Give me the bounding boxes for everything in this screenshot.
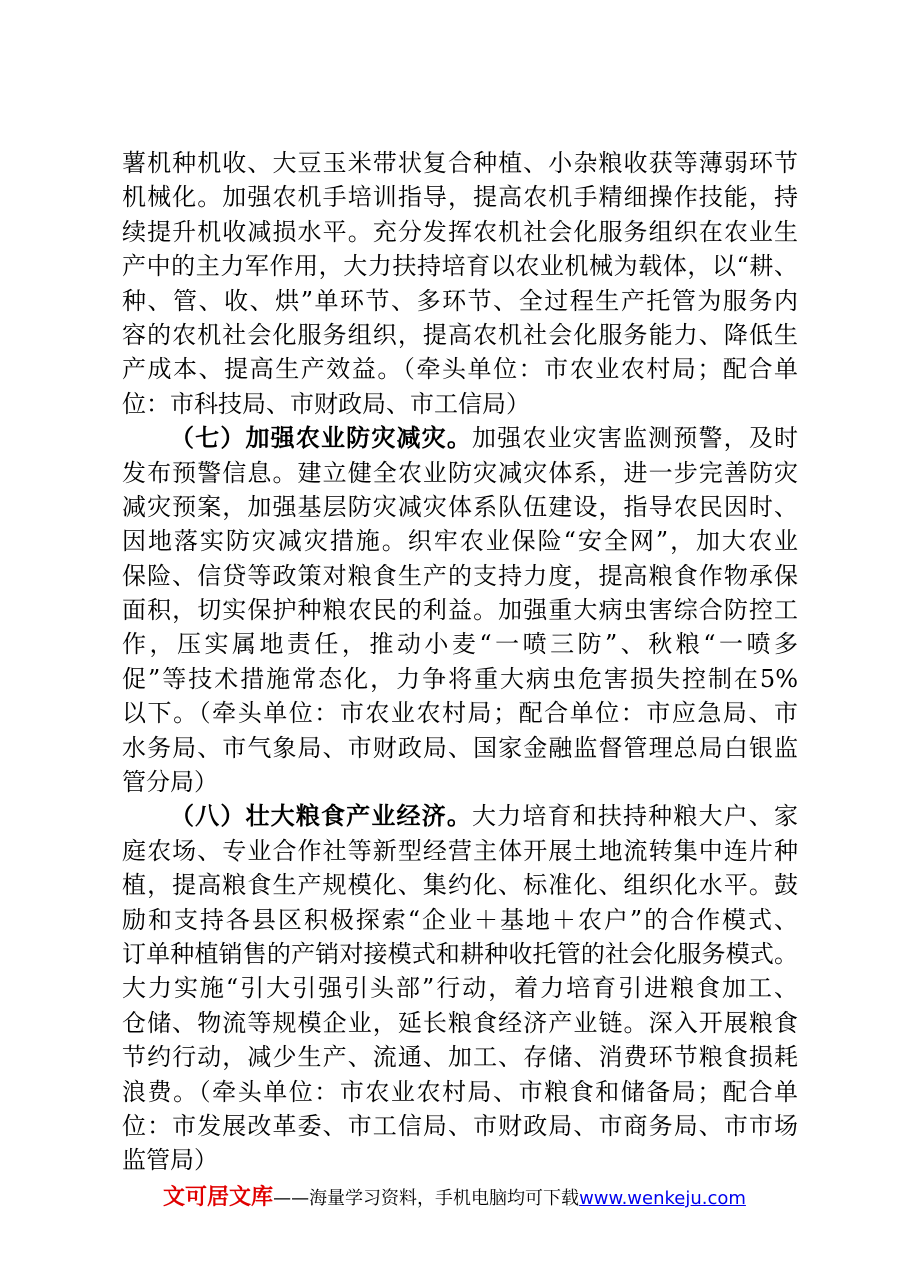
footer-watermark: [0, 1180, 909, 1216]
text-line: 位：市发展改革委、市工信局、市财政局、市商务局、市市场: [122, 1111, 798, 1140]
text-line: 保险、信贷等政策对粮食生产的支持力度，提高粮食作物承保: [122, 561, 798, 590]
footer-brand: 文可居文库: [163, 1185, 274, 1210]
text-line: 植，提高粮食生产规模化、集约化、标准化、组织化水平。鼓: [122, 871, 798, 900]
text-line: 容的农机社会化服务组织，提高农机社会化服务能力、降低生: [122, 320, 798, 349]
paragraph-disaster-prevention: [122, 421, 798, 799]
text-line: 节约行动，减少生产、流通、加工、存储、消费环节粮食损耗: [122, 1043, 798, 1072]
text-line: 机械化。加强农机手培训指导，提高农机手精细操作技能，持: [122, 183, 798, 212]
text-line: 庭农场、专业合作社等新型经营主体开展土地流转集中连片种: [122, 836, 798, 865]
text-line: 管分局）: [122, 768, 218, 797]
paragraph-mechanization: [122, 146, 798, 421]
text-span: 大力培育和扶持种粮大户、家: [472, 802, 798, 831]
text-line: 产成本、提高生产效益。（牵头单位：市农业农村局；配合单: [122, 355, 798, 384]
text-line: 减灾预案，加强基层防灾减灾体系队伍建设，指导农民因时、: [122, 492, 798, 521]
text-line: 水务局、市气象局、市财政局、国家金融监督管理总局白银监: [122, 733, 798, 762]
text-line: 种、管、收、烘”单环节、多环节、全过程生产托管为服务内: [122, 286, 798, 315]
text-line: 续提升机收减损水平。充分发挥农机社会化服务组织在农业生: [122, 217, 798, 246]
section-heading: （七）加强农业防灾减灾。: [170, 423, 472, 453]
footer-tagline: ——海量学习资料，手机电脑均可下载: [273, 1188, 580, 1209]
text-line: 作，压实属地责任，推动小麦“一喷三防”、秋粮“一喷多: [122, 630, 798, 659]
text-line: 以下。（牵头单位：市农业农村局；配合单位：市应急局、市: [122, 699, 798, 728]
text-line: 浪费。（牵头单位：市农业农村局、市粮食和储备局；配合单: [122, 1077, 798, 1106]
text-line: 促”等技术措施常态化，力争将重大病虫危害损失控制在5%: [122, 664, 798, 693]
text-line: [122, 421, 798, 455]
text-line: 大力实施“引大引强引头部”行动，着力培育引进粮食加工、: [122, 974, 798, 1003]
text-line: 因地落实防灾减灾措施。织牢农业保险“安全网”，加大农业: [122, 527, 798, 556]
text-line: 仓储、物流等规模企业，延长粮食经济产业链。深入开展粮食: [122, 1008, 798, 1037]
text-line: 监管局）: [122, 1146, 218, 1175]
footer-link[interactable]: www.wenkeju.com: [579, 1188, 746, 1209]
paragraph-grain-industry: [122, 799, 798, 1177]
text-line: 订单种植销售的产销对接模式和耕种收托管的社会化服务模式。: [122, 939, 798, 968]
document-body: [122, 146, 798, 1178]
text-line: 薯机种机收、大豆玉米带状复合种植、小杂粮收获等薄弱环节: [122, 149, 798, 177]
text-line: 励和支持各县区积极探索“企业＋基地＋农户”的合作模式、: [122, 905, 798, 934]
section-heading: （八）壮大粮食产业经济。: [170, 801, 472, 831]
text-span: 加强农业灾害监测预警，及时: [472, 424, 798, 453]
text-line: 面积，切实保护种粮农民的利益。加强重大病虫害综合防控工: [122, 596, 798, 625]
text-line: [122, 799, 798, 833]
text-line: 产中的主力军作用，大力扶持培育以农业机械为载体，以“耕、: [122, 252, 798, 281]
text-line: 发布预警信息。建立健全农业防灾减灾体系，进一步完善防灾: [122, 458, 798, 487]
text-line: 位：市科技局、市财政局、市工信局）: [122, 389, 530, 418]
